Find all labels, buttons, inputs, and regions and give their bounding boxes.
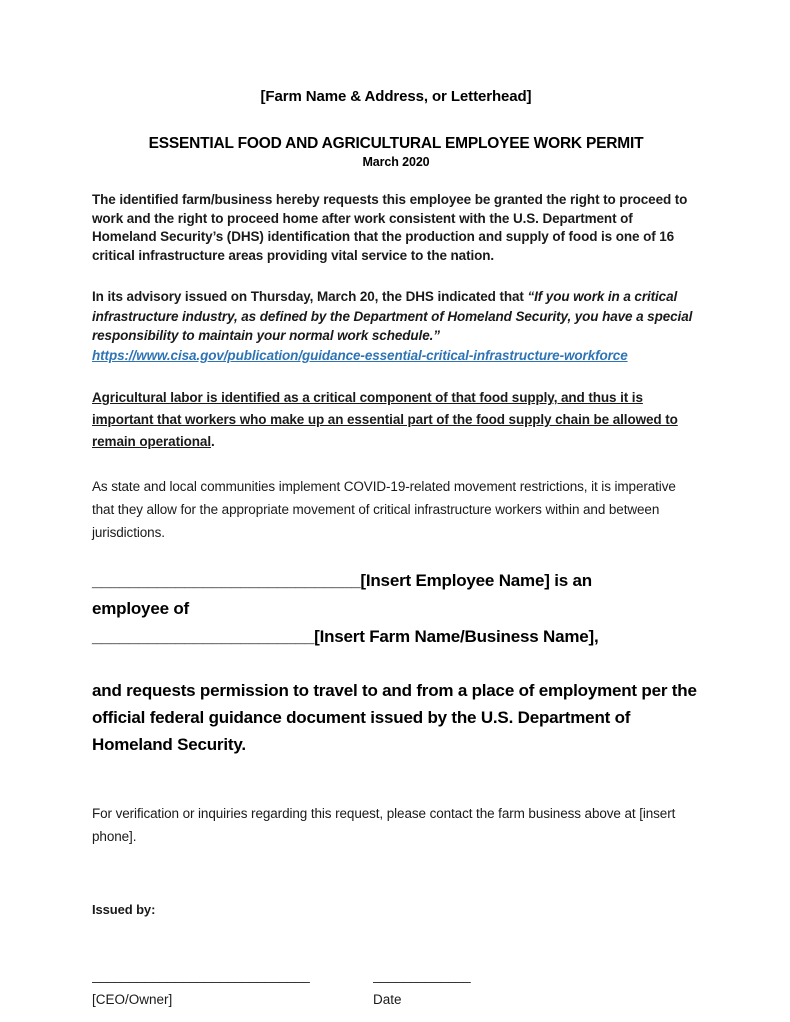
insert-fields-section — [92, 567, 700, 651]
farm-name-blank: ________________________ — [92, 627, 315, 646]
signature-block — [92, 967, 700, 1008]
signature-blanks-row — [92, 967, 700, 1008]
farm-name-line — [92, 623, 700, 651]
issued-by-label: Issued by: — [92, 902, 156, 917]
cisa-guidance-link[interactable]: https://www.cisa.gov/publication/guidance-essential-critical-infrastructure-workforce — [92, 347, 628, 363]
employee-of-line: employee of — [92, 599, 189, 618]
employee-name-blank: _____________________________ — [92, 571, 361, 590]
farm-name-label: [Insert Farm Name/Business Name], — [314, 627, 599, 646]
agricultural-underlined-text: Agricultural labor is identified as a critical component of that food supply, and thus it is important that workers who make up an essential part of the food supply chain be allowed to remain operational — [92, 390, 678, 449]
ceo-signature-column — [92, 967, 373, 1008]
paragraph-verification: For verification or inquiries regarding this request, please contact the farm business above at [insert phone]. — [92, 806, 676, 844]
paragraph-request: The identified farm/business hereby requests this employee be granted the right to proceed to work and the right to proceed home after work consistent with the U.S. Department of Homeland Security’s (DHS) identification that the production and supply of food is one of 16 critical infrastructure areas providing vital service to the nation. — [92, 192, 688, 263]
paragraph-agricultural — [92, 387, 700, 453]
paragraph-advisory — [92, 287, 700, 365]
document-date: March 2020 — [362, 155, 430, 169]
advisory-quote-text: “If you work in a critical infrastructure industry, as defined by the Department of Homeland Security, you have a special responsibility to maintain your normal work schedule.” — [92, 289, 693, 343]
paragraph-travel-request: and requests permission to travel to and from a place of employment per the official federal guidance document issued by the U.S. Department of Homeland Security. — [92, 681, 697, 754]
ceo-signature-blank: _____________________________ — [92, 968, 310, 983]
letterhead-placeholder: [Farm Name & Address, or Letterhead] — [260, 88, 532, 105]
document-title: ESSENTIAL FOOD AND AGRICULTURAL EMPLOYEE WORK PERMIT — [148, 135, 644, 152]
agricultural-period: . — [210, 434, 215, 449]
date-label: Date — [373, 992, 402, 1007]
date-signature-column — [373, 967, 700, 1008]
advisory-lead-text: In its advisory issued on Thursday, March 20, the DHS indicated that — [92, 289, 528, 304]
employee-name-label: [Insert Employee Name] is an — [360, 571, 592, 590]
employee-name-line — [92, 567, 700, 595]
date-blank: _____________ — [373, 968, 471, 983]
ceo-owner-label: [CEO/Owner] — [92, 992, 173, 1007]
paragraph-movement: As state and local communities implement COVID-19-related movement restrictions, it is imperative that they allow for the appropriate movement of critical infrastructure workers within and between jurisdictions. — [92, 479, 676, 540]
